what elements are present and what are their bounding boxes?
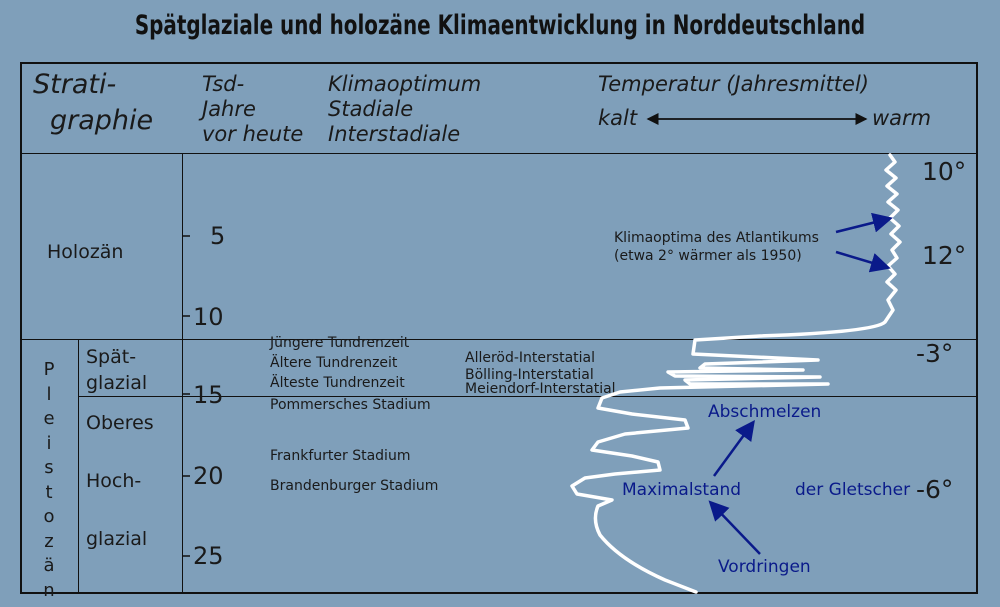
header-jahre-1: Tsd- — [202, 72, 245, 96]
abschmelzen-arrow — [714, 424, 752, 476]
label-holozaen: Holozän — [47, 241, 124, 263]
stadial-pommersches: Pommersches Stadium — [270, 397, 431, 413]
interstadial-alleroed: Alleröd-Interstatial — [465, 350, 595, 366]
label-hoch-2: glazial — [86, 528, 148, 550]
axis-tick-10: 10 — [193, 303, 224, 331]
label-pleistozaen: P l e i s t o z ä n — [43, 359, 55, 601]
label-hoch-1: Hoch- — [86, 470, 142, 492]
interstadial-meiendorf: Meiendorf-Interstatial — [465, 381, 616, 397]
temp-minus3: -3° — [916, 339, 954, 368]
header-stratigraphie-1: Strati- — [33, 69, 117, 100]
annotation-klimaoptima-1: Klimaoptima des Atlantikums — [614, 230, 819, 246]
header-jahre-3: vor heute — [202, 122, 304, 146]
chart-title: Spätglaziale und holozäne Klimaentwicklung in Norddeutschland — [134, 10, 866, 41]
annotation-vordringen: Vordringen — [718, 557, 811, 577]
label-oberes: Oberes — [86, 412, 154, 434]
annotation-maximalstand: Maximalstand — [622, 480, 742, 500]
stadial-brandenburger: Brandenburger Stadium — [270, 478, 439, 494]
axis-tick-5: 5 — [210, 222, 226, 250]
axis-tick-20: 20 — [193, 462, 224, 490]
klimaoptima-arrow-1 — [836, 219, 888, 232]
stadial-frankfurter: Frankfurter Stadium — [270, 448, 411, 464]
interstadial-boelling: Bölling-Interstatial — [465, 367, 594, 383]
header-klima-1: Klimaoptimum — [328, 72, 482, 96]
header-jahre-2: Jahre — [202, 97, 256, 121]
vordringen-arrow — [712, 504, 760, 554]
stadial-juengere-tundrenzeit: Jüngere Tundrenzeit — [270, 335, 410, 351]
label-spaet-1: Spät- — [86, 346, 137, 368]
temp-10: 10° — [922, 157, 967, 186]
axis-tick-25: 25 — [193, 542, 224, 570]
axis-tick-marks — [182, 236, 190, 556]
axis-tick-15: 15 — [193, 381, 224, 409]
header-warm: warm — [872, 106, 932, 130]
stadial-aeltere-tundrenzeit: Ältere Tundrenzeit — [270, 355, 398, 371]
label-spaet-2: glazial — [86, 372, 148, 394]
annotation-abschmelzen: Abschmelzen — [708, 402, 822, 422]
header-temperatur: Temperatur (Jahresmittel) — [598, 72, 869, 96]
annotation-gletscher: der Gletscher — [795, 480, 911, 500]
temp-minus6: -6° — [916, 475, 954, 504]
temp-12: 12° — [922, 241, 967, 270]
header-kalt: kalt — [598, 106, 638, 130]
stadial-aelteste-tundrenzeit: Älteste Tundrenzeit — [270, 375, 405, 391]
temperature-curve — [572, 155, 900, 592]
klimaoptima-arrow-2 — [836, 252, 886, 267]
header-klima-2: Stadiale — [328, 97, 414, 121]
header-stratigraphie-2: graphie — [50, 105, 154, 136]
annotation-klimaoptima-2: (etwa 2° wärmer als 1950) — [614, 248, 802, 264]
header-klima-3: Interstadiale — [328, 122, 461, 146]
